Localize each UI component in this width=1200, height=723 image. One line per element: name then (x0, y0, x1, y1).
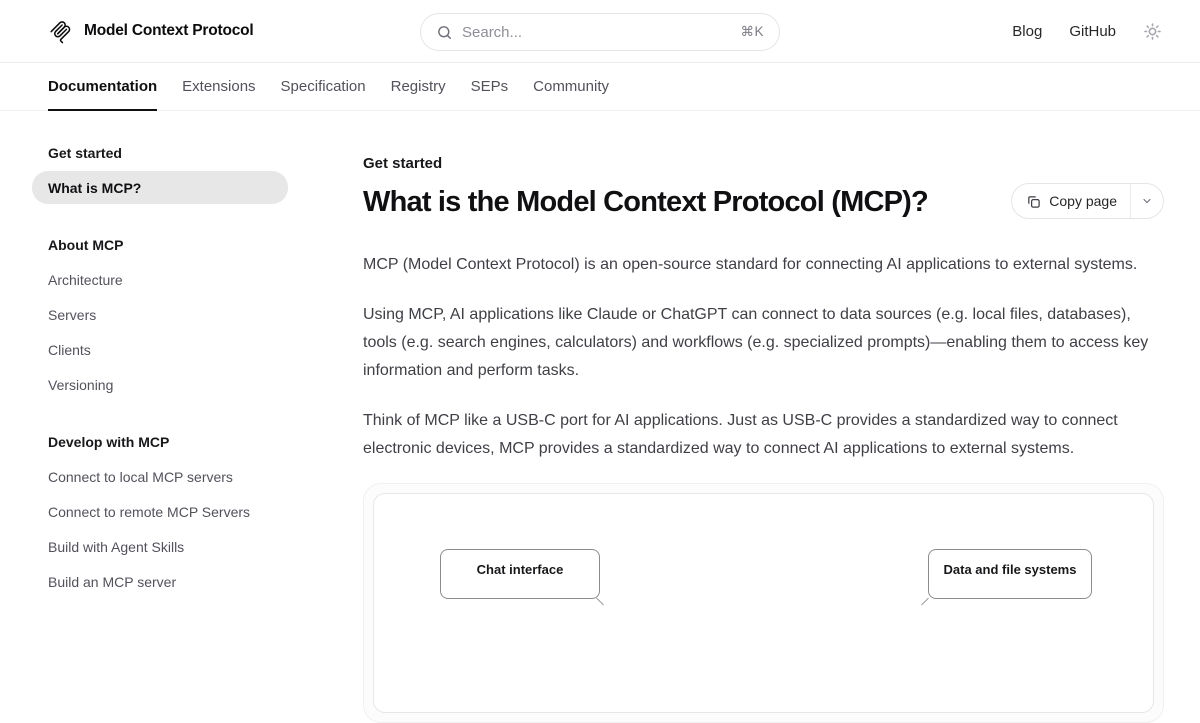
diagram-card (363, 483, 1164, 723)
search-placeholder: Search... (462, 23, 523, 41)
github-link[interactable]: GitHub (1069, 22, 1116, 40)
tab-extensions[interactable]: Extensions (182, 77, 256, 95)
breadcrumb-eyebrow: Get started (363, 155, 443, 172)
sidebar-item-clients[interactable]: Clients (48, 341, 91, 358)
theme-toggle-sun-icon[interactable] (1143, 22, 1162, 41)
title-row (363, 184, 1164, 220)
sidebar-item-build-mcp-server[interactable]: Build an MCP server (48, 573, 177, 590)
search-shortcut-badge: ⌘K (740, 24, 764, 39)
sidebar-heading-get-started: Get started (48, 145, 122, 161)
search-input[interactable] (420, 13, 780, 51)
tab-seps[interactable]: SEPs (470, 77, 509, 95)
copy-page-dropdown-button[interactable] (1130, 184, 1163, 218)
copy-page-split-button (1011, 183, 1164, 219)
diagram-node-data-file-systems: Data and file systems (928, 549, 1092, 599)
tab-registry[interactable]: Registry (390, 77, 446, 95)
analogy-paragraph: Think of MCP like a USB-C port for AI applications. Just as USB-C provides a standardized way to connect electronic devices, MCP provides a standardized way to connect AI applications to external systems. (363, 412, 1118, 457)
content-area (0, 111, 1200, 630)
sidebar-item-architecture[interactable]: Architecture (48, 271, 123, 288)
copy-page-button[interactable] (1012, 184, 1130, 218)
sidebar-item-build-agent-skills[interactable]: Build with Agent Skills (48, 538, 185, 555)
sidebar (0, 111, 331, 630)
tab-specification[interactable]: Specification (280, 77, 366, 95)
connector-line (596, 598, 604, 606)
copy-icon (1026, 194, 1041, 209)
main-article (331, 111, 1200, 630)
sidebar-section-about-mcp (32, 229, 288, 401)
mcp-logo-icon (48, 19, 73, 44)
sidebar-item-connect-local-servers[interactable]: Connect to local MCP servers (48, 468, 233, 485)
header-links (1012, 22, 1162, 41)
tab-community[interactable]: Community (533, 77, 609, 95)
connector-line (921, 598, 929, 606)
sidebar-heading-develop-with-mcp: Develop with MCP (48, 434, 170, 450)
sidebar-heading-about-mcp: About MCP (48, 237, 124, 253)
sidebar-section-get-started (32, 137, 288, 204)
sidebar-item-versioning[interactable]: Versioning (48, 376, 114, 393)
usage-paragraph: Using MCP, AI applications like Claude or ChatGPT can connect to data sources (e.g. local files, databases), tools (e.g. search engines, calculators) and workflows (e.g. specialized prompts)—enabling them to access key information and perform tasks. (363, 306, 1149, 379)
primary-nav (0, 63, 1200, 111)
brand-home-link[interactable] (48, 19, 254, 44)
brand-title: Model Context Protocol (84, 22, 254, 39)
sidebar-section-develop-with-mcp (32, 426, 288, 598)
chevron-down-icon (1141, 195, 1153, 207)
intro-paragraph: MCP (Model Context Protocol) is an open-source standard for connecting AI applications to external systems. (363, 256, 1138, 273)
architecture-diagram (373, 493, 1154, 713)
sidebar-item-what-is-mcp[interactable]: What is MCP? (32, 171, 288, 204)
page-title: What is the Model Context Protocol (MCP)? (363, 186, 928, 218)
diagram-node-chat-interface: Chat interface (440, 549, 600, 599)
copy-page-label: Copy page (1049, 193, 1117, 209)
header (0, 0, 1200, 63)
tab-documentation[interactable]: Documentation (48, 63, 157, 111)
search-icon (436, 24, 453, 41)
sidebar-item-servers[interactable]: Servers (48, 306, 97, 323)
blog-link[interactable]: Blog (1012, 22, 1043, 40)
sidebar-item-connect-remote-servers[interactable]: Connect to remote MCP Servers (48, 503, 251, 520)
